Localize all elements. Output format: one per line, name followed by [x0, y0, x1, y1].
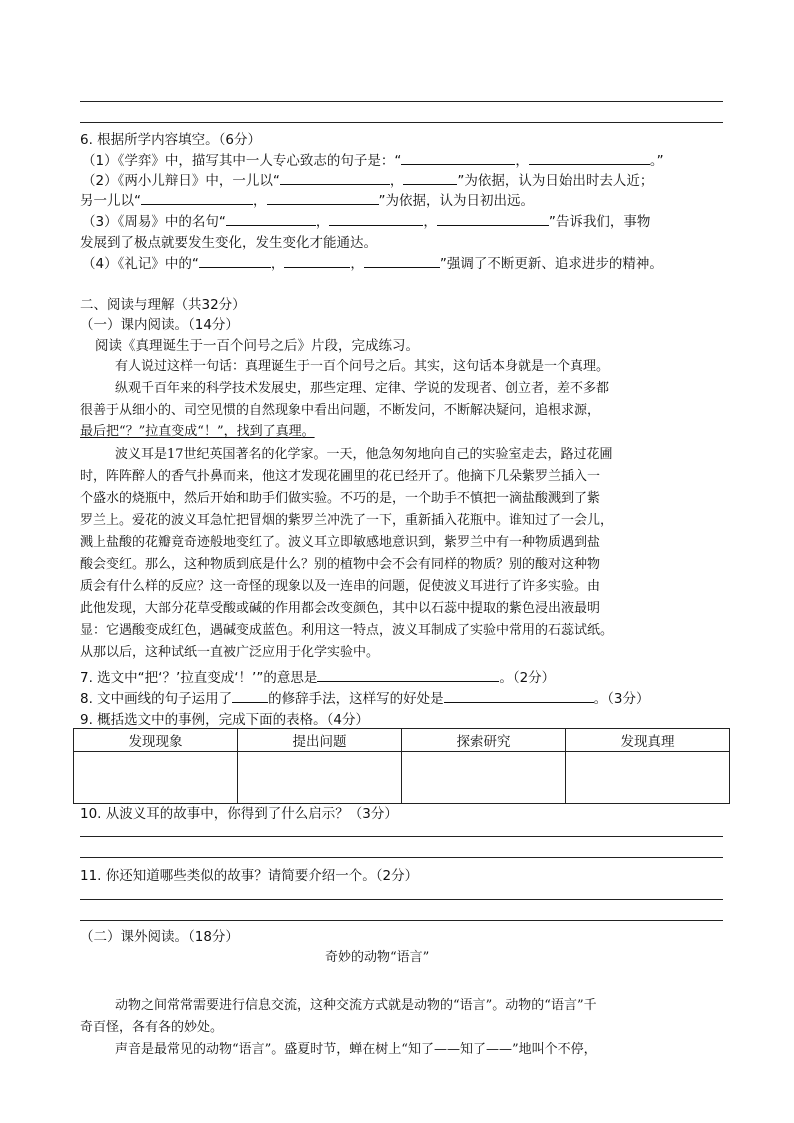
section-2-title: 二、阅读与理解（共32分） [80, 297, 246, 313]
q6-l6-text-a: （4）《礼记》中的“ [82, 256, 199, 272]
blank-field[interactable] [280, 171, 390, 185]
article-paragraph-1: 动物之间常常需要进行信息交流，这种交流方式就是动物的“语言”。动物的“语言”千 [115, 998, 597, 1013]
table-header: 发现真理 [566, 729, 730, 752]
passage-paragraph-3: 个盛水的烧瓶中，然后开始和助手们做实验。不巧的是，一个助手不慎把一滴盐酸溅到了紫 [80, 491, 601, 506]
question-6-line-3 [80, 189, 534, 209]
blank-field[interactable] [317, 668, 499, 682]
question-6-line-2 [82, 169, 653, 189]
passage-paragraph-3: 显：它遇酸变成红色，遇碱变成蓝色。利用这一特点，波义耳制成了实验中常用的石蕊试纸。 [80, 623, 614, 638]
summary-table [73, 728, 730, 804]
part-1-title: （一）课内阅读。（14分） [80, 317, 239, 333]
q8-text-a: 8. 文中画线的句子运用了 [80, 691, 233, 707]
answer-line[interactable] [80, 920, 723, 921]
answer-line[interactable] [80, 836, 723, 837]
table-row [74, 752, 730, 804]
passage-paragraph-3: 从那以后，这种试纸一直被广泛应用于化学实验中。 [80, 645, 380, 660]
blank-field[interactable] [437, 212, 549, 226]
blank-field[interactable] [401, 151, 515, 165]
blank-field[interactable] [232, 689, 268, 703]
question-6-line-5: 发展到了极点就要发生变化，发生变化才能通达。 [80, 235, 377, 251]
part-2-title: （二）课外阅读。（18分） [80, 929, 239, 945]
q6-l4-text-d: ”告诉我们，事物 [548, 214, 651, 230]
table-cell-answer[interactable] [74, 752, 238, 804]
blank-field[interactable] [141, 191, 253, 205]
table-cell-answer[interactable] [402, 752, 566, 804]
q6-l3-text-b: ， [253, 193, 267, 209]
q6-l1-text-b: ， [515, 153, 529, 169]
question-10-title: 10. 从波义耳的故事中，你得到了什么启示？（3分） [80, 806, 398, 822]
blank-field[interactable] [403, 171, 457, 185]
question-6-line-4 [82, 210, 650, 230]
q6-l2-text-a: （2）《两小儿辩日》中，一儿以“ [82, 173, 280, 189]
blank-field[interactable] [267, 191, 379, 205]
q7-text-a: 7. 选文中“把‘？’拉直变成‘！’”的意思是 [80, 670, 318, 686]
question-9-title: 9. 概括选文中的事例，完成下面的表格。（4分） [80, 712, 370, 728]
q6-l6-text-b: ， [270, 256, 285, 272]
q6-l3-text-a: 另一儿以“ [80, 193, 141, 209]
table-cell-answer[interactable] [238, 752, 402, 804]
q6-l3-text-c: ”为依据，认为日初出远。 [378, 193, 534, 209]
answer-line[interactable] [80, 122, 723, 123]
q6-l4-text-a: （3）《周易》中的名句“ [82, 214, 226, 230]
q8-text-b: 的修辞手法，这样写的好处是 [268, 691, 444, 707]
passage-paragraph-2: 纵观千百年来的科学技术发展史，那些定理、定律、学说的发现者、创立者，差不多都 [115, 381, 610, 396]
table-header: 提出问题 [238, 729, 402, 752]
q6-l2-text-b: ， [389, 173, 404, 189]
blank-field[interactable] [529, 151, 650, 165]
blank-field[interactable] [284, 254, 350, 268]
q6-l4-text-b: ， [315, 214, 330, 230]
question-11-title: 11. 你还知道哪些类似的故事？请简要介绍一个。（2分） [80, 868, 419, 884]
passage-paragraph-3: 罗兰上。爱花的波义耳急忙把冒烟的紫罗兰冲洗了一下，重新插入花瓶中。谁知过了一会儿， [80, 513, 614, 528]
blank-field[interactable] [364, 254, 440, 268]
question-6-line-1 [82, 149, 664, 169]
answer-line[interactable] [80, 899, 723, 900]
passage-paragraph-3: 溅上盐酸的花瓣竟奇迹般地变红了。波义耳立即敏感地意识到，紫罗兰中有一种物质遇到盐 [80, 535, 601, 550]
passage-paragraph-3: 酸会变红。那么，这种物质到底是什么？别的植物中会不会有同样的物质？别的酸对这种物 [80, 557, 601, 572]
q7-text-b: 。（2分） [499, 670, 556, 686]
passage-paragraph-2: 很善于从细小的、司空见惯的自然现象中看出问题，不断发问，不断解决疑问，追根求源， [80, 403, 601, 418]
q6-l6-text-d: ”强调了不断更新、追求进步的精神。 [439, 256, 663, 272]
passage-paragraph-3: 此他发现，大部分花草受酸或碱的作用都会改变颜色，其中以石蕊中提取的紫色浸出液最明 [80, 601, 601, 616]
table-header: 探索研究 [402, 729, 566, 752]
article-paragraph-2: 声音是最常见的动物“语言”。盛夏时节，蝉在树上“知了——知了——”地叫个不停， [115, 1042, 597, 1057]
q8-text-c: 。（3分） [593, 691, 650, 707]
passage-paragraph-3: 时，阵阵醉人的香气扑鼻而来，他这才发现花圃里的花已经开了。他摘下几朵紫罗兰插入一 [80, 469, 601, 484]
answer-line[interactable] [80, 101, 723, 102]
q6-l4-text-c: ， [423, 214, 437, 230]
table-cell-answer[interactable] [566, 752, 730, 804]
question-7 [80, 666, 555, 686]
q6-l2-text-c: ”为依据，认为日始出时去人近； [457, 173, 654, 189]
question-8 [80, 687, 650, 707]
blank-field[interactable] [226, 212, 316, 226]
blank-field[interactable] [444, 689, 594, 703]
blank-field[interactable] [329, 212, 423, 226]
question-6-title: 6. 根据所学内容填空。（6分） [80, 132, 262, 148]
article-paragraph-1: 奇百怪，各有各的妙处。 [80, 1020, 224, 1035]
passage-paragraph-3: 质会有什么样的反应？这一奇怪的现象以及一连串的问题，促使波义耳进行了许多实验。由 [80, 579, 601, 594]
passage-paragraph-1: 有人说过这样一句话：真理诞生于一百个问号之后。其实，这句话本身就是一个真理。 [115, 359, 610, 374]
question-6-line-6 [82, 252, 663, 272]
q6-l1-text-a: （1）《学弈》中，描写其中一人专心致志的句子是：“ [82, 153, 402, 169]
table-header: 发现现象 [74, 729, 238, 752]
q6-l1-text-c: 。” [649, 153, 664, 169]
reading-intro: 阅读《真理诞生于一百个问号之后》片段，完成练习。 [95, 338, 419, 354]
passage-paragraph-3: 波义耳是17世纪英国著名的化学家。一天，他急匆匆地向自己的实验室走去，路过花圃 [115, 447, 613, 462]
answer-line[interactable] [80, 857, 723, 858]
article-title: 奇妙的动物“语言” [325, 950, 430, 965]
underlined-sentence: 最后把“？”拉直变成“！”，找到了真理。 [80, 424, 315, 439]
blank-field[interactable] [199, 254, 271, 268]
q6-l6-text-c: ， [350, 256, 364, 272]
table-header-row [74, 729, 730, 752]
